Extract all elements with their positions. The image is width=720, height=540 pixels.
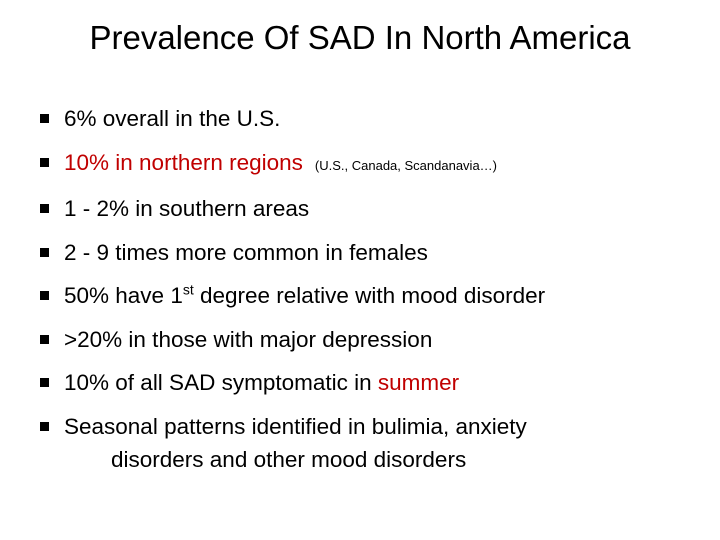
bullet-item-major-depression <box>40 325 700 355</box>
square-bullet-icon <box>40 378 49 387</box>
square-bullet-icon <box>40 248 49 257</box>
square-bullet-icon <box>40 158 49 167</box>
square-bullet-icon <box>40 291 49 300</box>
slide-title: Prevalence Of SAD In North America <box>89 19 631 56</box>
bullet-item-females <box>40 238 700 268</box>
bullet-text-before: 50% have 1 <box>64 283 183 308</box>
bullet-text: 6% overall in the U.S. <box>64 106 281 131</box>
bullet-text-line2: disorders and other mood disorders <box>111 446 467 472</box>
bullet-text: 2 - 9 times more common in females <box>64 239 428 265</box>
bullet-list <box>40 104 700 491</box>
bullet-item-seasonal-patterns <box>40 412 700 478</box>
bullet-text: >20% in those with major depression <box>64 326 433 352</box>
square-bullet-icon <box>40 422 49 431</box>
bullet-item-northern-regions <box>40 148 700 181</box>
bullet-text-after: degree relative with mood disorder <box>193 283 546 308</box>
bullet-item-overall-us <box>40 104 700 134</box>
bullet-item-southern-areas <box>40 194 700 224</box>
bullet-note-text: (U.S., Canada, Scandanavia…) <box>314 157 498 173</box>
bullet-text-line1: Seasonal patterns identified in bulimia, anxiety <box>64 413 527 439</box>
bullet-highlight-text: 10% in northern regions <box>64 149 303 175</box>
bullet-highlight-text: summer <box>377 370 460 395</box>
bullet-text: 1 - 2% in southern areas <box>64 196 310 221</box>
bullet-item-relative <box>40 281 700 311</box>
square-bullet-icon <box>40 335 49 344</box>
bullet-text-before: 10% of all SAD symptomatic in <box>64 370 378 395</box>
bullet-item-summer <box>40 368 700 398</box>
superscript-text: st <box>182 281 194 298</box>
square-bullet-icon <box>40 204 49 213</box>
square-bullet-icon <box>40 114 49 123</box>
